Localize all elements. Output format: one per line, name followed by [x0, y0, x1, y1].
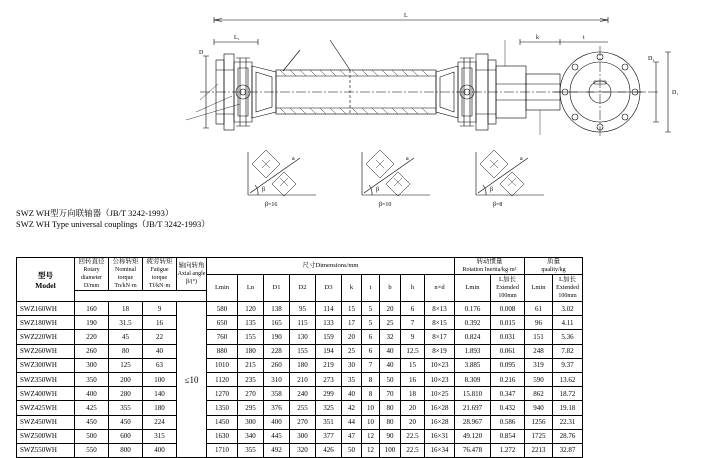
cell-D1: 138	[264, 302, 290, 316]
cell-h: 15	[401, 358, 425, 372]
header-nominal-unit: Tn/kN·m	[114, 283, 137, 289]
cell-D3: 377	[316, 429, 342, 443]
cell-D2: 155	[290, 344, 316, 358]
cell-Tf: 100	[143, 372, 177, 386]
cell-Lmin: 1450	[207, 415, 238, 429]
cell-D: 260	[75, 344, 109, 358]
title-chinese: SWZ WH型万向联轴器（JB/T 3242-1993）	[16, 208, 174, 218]
table-row	[17, 429, 583, 443]
cell-D1: 260	[264, 358, 290, 372]
cell-m1: 1725	[525, 429, 553, 443]
cell-b: 40	[380, 344, 401, 358]
cell-m2: 32.87	[553, 443, 583, 457]
cell-D2: 115	[290, 316, 316, 330]
cell-D1: 445	[264, 429, 290, 443]
title-english: SWZ WH Type universal couplings（JB/T 3242-1993）	[16, 219, 210, 229]
cell-m2: 9.37	[553, 358, 583, 372]
table-body	[17, 302, 583, 458]
cell-J1: 0.392	[455, 316, 491, 330]
cell-D3: 194	[316, 344, 342, 358]
cell-J2: 0.854	[491, 429, 525, 443]
cell-J2: 0.008	[491, 302, 525, 316]
cell-D3: 114	[316, 302, 342, 316]
cell-t: 6	[362, 344, 380, 358]
angle-symbol-3: β	[490, 187, 494, 193]
cell-D3: 325	[316, 401, 342, 415]
header-fatigue-unit: Tf/kN·m	[148, 283, 171, 289]
cell-D: 450	[75, 415, 109, 429]
header-model-en: Model	[35, 280, 56, 290]
cell-t: 8	[362, 387, 380, 401]
cell-h: 22.5	[401, 443, 425, 457]
cell-t: 12	[362, 429, 380, 443]
cell-m1: 862	[525, 387, 553, 401]
table-row	[17, 372, 583, 386]
header-inertia-ext-cn: L加长	[499, 276, 516, 283]
cell-h: 20	[401, 401, 425, 415]
cell-nd: 16×31	[425, 429, 455, 443]
cell-nd: 16×28	[425, 415, 455, 429]
cell-t: 8	[362, 372, 380, 386]
cell-b: 80	[380, 401, 401, 415]
cell-D3: 273	[316, 372, 342, 386]
header-mass-cn: 质量	[547, 258, 560, 265]
cell-nd: 10×25	[425, 387, 455, 401]
cell-J1: 76.478	[455, 443, 491, 457]
cell-J1: 3.885	[455, 358, 491, 372]
header-axial-en: Axial angle	[177, 271, 206, 277]
cell-k: 42	[342, 401, 362, 415]
cell-D: 550	[75, 443, 109, 457]
cell-model: SWZ350WH	[17, 372, 75, 386]
cell-D1: 400	[264, 415, 290, 429]
table-row	[17, 344, 583, 358]
header-nominal-en: Nominal torque	[115, 267, 136, 281]
header-dim-D1: D1	[264, 275, 290, 302]
cell-axial-angle: ≤10	[177, 302, 207, 458]
cell-nd: 16×34	[425, 443, 455, 457]
cell-D2: 180	[290, 358, 316, 372]
cell-J1: 21.697	[455, 401, 491, 415]
angle-dim-a3: a	[520, 156, 523, 162]
cell-Tn: 800	[109, 443, 143, 457]
header-model-cn: 型号	[38, 270, 53, 280]
cell-m1: 61	[525, 302, 553, 316]
cell-Ln: 340	[238, 429, 264, 443]
cell-t: 5	[362, 316, 380, 330]
cell-Tn: 45	[109, 330, 143, 344]
cell-t: 6	[362, 330, 380, 344]
header-inertia-en: Rotation Inertia/kg·m²	[462, 267, 517, 273]
cell-t: 12	[362, 443, 380, 457]
cell-J2: 0.031	[491, 330, 525, 344]
cell-model: SWZ220WH	[17, 330, 75, 344]
cell-J2: 0.347	[491, 387, 525, 401]
cell-t: 10	[362, 401, 380, 415]
cell-b: 70	[380, 387, 401, 401]
cell-J1: 15.810	[455, 387, 491, 401]
cell-D2: 255	[290, 401, 316, 415]
cell-h: 12.5	[401, 344, 425, 358]
cell-m1: 248	[525, 344, 553, 358]
cell-b: 100	[380, 443, 401, 457]
header-rotary-unit: D/mm	[83, 283, 100, 289]
cell-m1: 2213	[525, 443, 553, 457]
cell-D: 220	[75, 330, 109, 344]
header-mass-Lmin: Lmin	[525, 275, 553, 302]
table-row	[17, 415, 583, 429]
cell-m1: 151	[525, 330, 553, 344]
cell-m1: 1256	[525, 415, 553, 429]
cell-Tn: 355	[109, 401, 143, 415]
cell-Lmin: 580	[207, 302, 238, 316]
cell-b: 40	[380, 358, 401, 372]
angle-symbol-1: β	[262, 187, 266, 193]
cell-D: 500	[75, 429, 109, 443]
cell-Lmin: 1350	[207, 401, 238, 415]
cell-h: 6	[401, 302, 425, 316]
cell-Tn: 80	[109, 344, 143, 358]
header-nominal-cn: 公称转矩	[112, 258, 139, 265]
cell-Tf: 315	[143, 429, 177, 443]
angle-dim-a1: a	[292, 156, 295, 162]
cell-J2: 0.061	[491, 344, 525, 358]
angle-symbol-2: β	[376, 187, 380, 193]
cell-J2: 0.015	[491, 316, 525, 330]
header-mass-en: quality/kg	[541, 267, 566, 273]
dim-label-D2: D₂	[648, 56, 655, 62]
angle-dim-a2: a	[406, 156, 409, 162]
cell-t: 10	[362, 415, 380, 429]
cell-nd: 10×23	[425, 358, 455, 372]
cell-Lmin: 1120	[207, 372, 238, 386]
header-dim-b: b	[380, 275, 401, 302]
header-mass-ext-en1: Extended	[556, 285, 579, 291]
header-rotary-cn: 回转直径	[78, 258, 105, 265]
cell-Tn: 31.5	[109, 316, 143, 330]
cell-Tf: 40	[143, 344, 177, 358]
header-dim-t: t	[362, 275, 380, 302]
cell-model: SWZ550WH	[17, 443, 75, 457]
cell-J1: 0.176	[455, 302, 491, 316]
cell-h: 9	[401, 330, 425, 344]
cell-m1: 96	[525, 316, 553, 330]
cell-k: 17	[342, 316, 362, 330]
cell-D: 300	[75, 358, 109, 372]
cell-t: 5	[362, 302, 380, 316]
header-inertia-Lmin: Lmin	[455, 275, 491, 302]
cell-nd: 10×23	[425, 372, 455, 386]
cell-D2: 95	[290, 302, 316, 316]
cell-Ln: 235	[238, 372, 264, 386]
cell-m2: 4.11	[553, 316, 583, 330]
cell-J1: 0.824	[455, 330, 491, 344]
figure-titles	[16, 208, 210, 230]
cell-model: SWZ425WH	[17, 401, 75, 415]
cell-Tf: 140	[143, 387, 177, 401]
cell-Ln: 300	[238, 415, 264, 429]
cell-J2: 0.432	[491, 401, 525, 415]
cell-J1: 1.893	[455, 344, 491, 358]
cell-D2: 130	[290, 330, 316, 344]
angle-note-1: β=16	[265, 202, 278, 208]
cell-D: 350	[75, 372, 109, 386]
cell-m2: 18.72	[553, 387, 583, 401]
cell-m2: 19.18	[553, 401, 583, 415]
cell-b: 90	[380, 429, 401, 443]
cell-model: SWZ180WH	[17, 316, 75, 330]
specifications-table	[16, 257, 583, 458]
cell-h: 16	[401, 372, 425, 386]
cell-m1: 590	[525, 372, 553, 386]
angle-note-2: β=10	[379, 202, 392, 208]
header-fatigue-cn: 疲劳转矩	[146, 258, 173, 265]
cell-Lmin: 1270	[207, 387, 238, 401]
header-rotary-en: Rotary diameter	[81, 267, 102, 281]
cell-nd: 8×15	[425, 316, 455, 330]
dim-label-D: D	[199, 50, 204, 56]
header-inertia-ext-en2: 100mm	[498, 293, 517, 299]
cell-model: SWZ450WH	[17, 415, 75, 429]
cell-model: SWZ300WH	[17, 358, 75, 372]
cell-m2: 28.76	[553, 429, 583, 443]
cell-D: 190	[75, 316, 109, 330]
cell-D3: 426	[316, 443, 342, 457]
cell-b: 50	[380, 372, 401, 386]
cell-Tf: 400	[143, 443, 177, 457]
header-axial-cn: 轴向转角	[178, 262, 205, 269]
header-dim-h: h	[401, 275, 425, 302]
cell-D2: 270	[290, 415, 316, 429]
cell-Ln: 355	[238, 443, 264, 457]
header-inertia-cn: 转动惯量	[476, 258, 503, 265]
cell-Tf: 22	[143, 330, 177, 344]
cell-Tf: 9	[143, 302, 177, 316]
cell-D3: 299	[316, 387, 342, 401]
header-mass-ext-cn: L加长	[559, 276, 576, 283]
dim-label-L1: L₁	[234, 35, 240, 41]
cell-nd: 8×19	[425, 344, 455, 358]
cell-Tf: 224	[143, 415, 177, 429]
angle-note-3: β=8	[493, 202, 503, 208]
cell-model: SWZ500WH	[17, 429, 75, 443]
drawing-svg	[0, 0, 716, 215]
cell-Tn: 18	[109, 302, 143, 316]
cell-D1: 165	[264, 316, 290, 330]
cell-h: 22.5	[401, 429, 425, 443]
cell-Lmin: 760	[207, 330, 238, 344]
cell-Tf: 63	[143, 358, 177, 372]
cell-D2: 210	[290, 372, 316, 386]
cell-J1: 8.309	[455, 372, 491, 386]
cell-D1: 492	[264, 443, 290, 457]
cell-Lmin: 1010	[207, 358, 238, 372]
cell-m2: 3.02	[553, 302, 583, 316]
cell-t: 7	[362, 358, 380, 372]
cell-Tn: 280	[109, 387, 143, 401]
cell-D2: 320	[290, 443, 316, 457]
cell-k: 35	[342, 372, 362, 386]
dim-label-L: L	[404, 13, 408, 19]
cell-nd: 8×13	[425, 302, 455, 316]
cell-Ln: 155	[238, 330, 264, 344]
dim-label-t: t	[583, 35, 585, 41]
table-row	[17, 330, 583, 344]
cell-D3: 159	[316, 330, 342, 344]
header-inertia-ext-en1: Extended	[496, 285, 519, 291]
cell-b: 32	[380, 330, 401, 344]
table-row	[17, 358, 583, 372]
cell-b: 20	[380, 302, 401, 316]
header-axial-unit: β/(°)	[185, 279, 198, 285]
cell-m2: 7.82	[553, 344, 583, 358]
cell-Ln: 180	[238, 344, 264, 358]
header-dim-Ln: Ln	[238, 275, 264, 302]
cell-Tf: 180	[143, 401, 177, 415]
dim-label-D1: D₁	[672, 90, 679, 96]
cell-Ln: 295	[238, 401, 264, 415]
cell-D1: 310	[264, 372, 290, 386]
cell-model: SWZ160WH	[17, 302, 75, 316]
cell-D3: 133	[316, 316, 342, 330]
cell-h: 18	[401, 387, 425, 401]
cell-J2: 0.095	[491, 358, 525, 372]
cell-J2: 1.272	[491, 443, 525, 457]
cell-Lmin: 1630	[207, 429, 238, 443]
table-row	[17, 302, 583, 316]
cell-k: 20	[342, 330, 362, 344]
cell-k: 30	[342, 358, 362, 372]
cell-Ln: 215	[238, 358, 264, 372]
cell-nd: 8×17	[425, 330, 455, 344]
header-dim-D2: D2	[290, 275, 316, 302]
cell-model: SWZ400WH	[17, 387, 75, 401]
header-dim-nd: n×d	[425, 275, 455, 302]
cell-b: 80	[380, 415, 401, 429]
table-row	[17, 401, 583, 415]
header-mass-ext-en2: 100mm	[558, 293, 577, 299]
header-dim-Lmin: Lmin	[207, 275, 238, 302]
cell-Ln: 120	[238, 302, 264, 316]
cell-h: 7	[401, 316, 425, 330]
cell-m1: 940	[525, 401, 553, 415]
cell-k: 47	[342, 429, 362, 443]
cell-J1: 49.120	[455, 429, 491, 443]
cell-k: 50	[342, 443, 362, 457]
cell-D3: 219	[316, 358, 342, 372]
table-row	[17, 316, 583, 330]
header-dim-k: k	[342, 275, 362, 302]
header-dimensions: 尺寸Dimensions/mm	[207, 258, 455, 275]
cell-m1: 319	[525, 358, 553, 372]
cell-D1: 358	[264, 387, 290, 401]
cell-nd: 16×28	[425, 401, 455, 415]
cell-D: 400	[75, 387, 109, 401]
cell-k: 44	[342, 415, 362, 429]
cell-Lmin: 650	[207, 316, 238, 330]
cell-m2: 22.31	[553, 415, 583, 429]
cell-model: SWZ260WH	[17, 344, 75, 358]
header-dim-D3: D3	[316, 275, 342, 302]
cell-D3: 351	[316, 415, 342, 429]
cell-k: 15	[342, 302, 362, 316]
cell-Tn: 600	[109, 429, 143, 443]
cell-Tn: 200	[109, 372, 143, 386]
cell-Tn: 125	[109, 358, 143, 372]
cell-h: 20	[401, 415, 425, 429]
cell-D1: 376	[264, 401, 290, 415]
cell-D1: 190	[264, 330, 290, 344]
table-row	[17, 387, 583, 401]
cell-J2: 0.586	[491, 415, 525, 429]
cell-Ln: 270	[238, 387, 264, 401]
cell-Lmin: 1710	[207, 443, 238, 457]
cell-Ln: 135	[238, 316, 264, 330]
header-fatigue-en: Fatigue torque	[150, 267, 169, 281]
cell-Lmin: 880	[207, 344, 238, 358]
cell-m2: 5.36	[553, 330, 583, 344]
technical-drawing	[0, 0, 716, 215]
cell-J2: 0.216	[491, 372, 525, 386]
cell-D: 160	[75, 302, 109, 316]
cell-k: 40	[342, 387, 362, 401]
cell-Tn: 450	[109, 415, 143, 429]
cell-D1: 228	[264, 344, 290, 358]
cell-m2: 13.62	[553, 372, 583, 386]
cell-D2: 240	[290, 387, 316, 401]
cell-J1: 28.967	[455, 415, 491, 429]
cell-b: 25	[380, 316, 401, 330]
cell-D: 425	[75, 401, 109, 415]
dim-label-k: k	[536, 35, 539, 41]
cell-D2: 300	[290, 429, 316, 443]
cell-k: 25	[342, 344, 362, 358]
cell-Tf: 16	[143, 316, 177, 330]
